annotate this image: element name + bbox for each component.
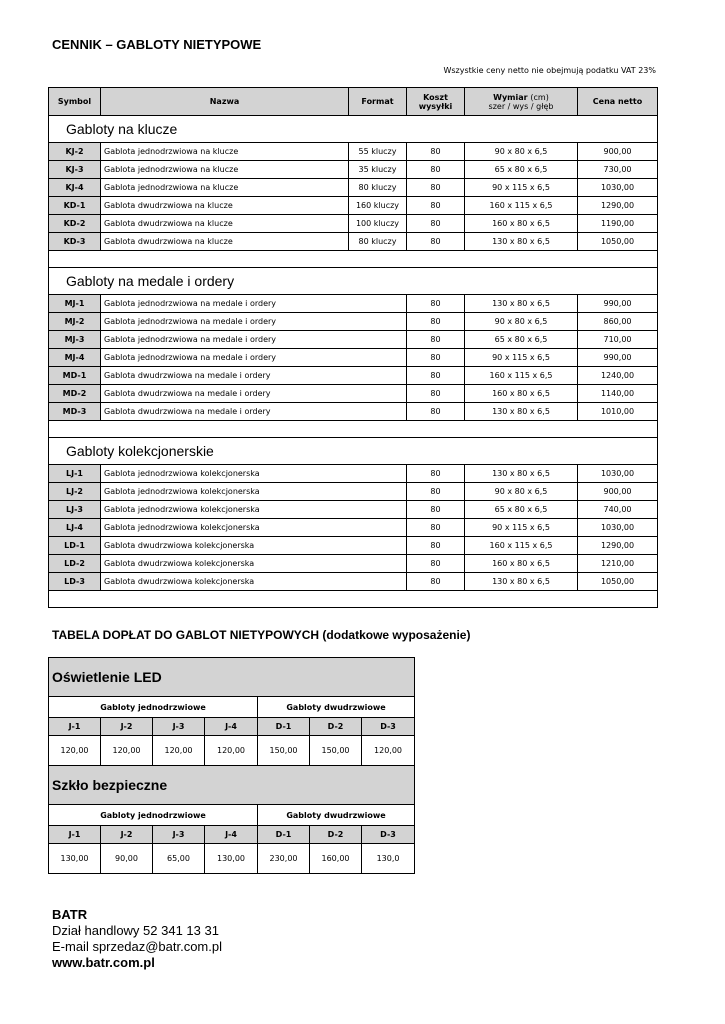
cell-price: 900,00 — [578, 483, 658, 501]
table-row — [49, 161, 658, 179]
header-nazwa: Nazwa — [101, 88, 349, 116]
cell-price: 710,00 — [578, 331, 658, 349]
cell-name: Gablota jednodrzwiowa na medale i ordery — [101, 295, 407, 313]
addon-price: 230,00 — [258, 844, 310, 874]
cell-dimensions: 160 x 80 x 6,5 — [465, 555, 578, 573]
cell-dimensions: 90 x 115 x 6,5 — [465, 519, 578, 537]
cell-name: Gablota dwudrzwiowa na medale i ordery — [101, 385, 407, 403]
addon-column-header: D-3 — [362, 718, 415, 736]
addon-group-row — [49, 697, 415, 718]
addon-column-header: J-2 — [101, 718, 153, 736]
cell-price: 1050,00 — [578, 233, 658, 251]
spacer-cell — [49, 591, 658, 608]
cell-price: 1030,00 — [578, 179, 658, 197]
cell-shipping: 80 — [407, 555, 465, 573]
addon-table-glass — [48, 765, 415, 874]
addon-column-header: D-1 — [258, 826, 310, 844]
cell-name: Gablota jednodrzwiowa na klucze — [101, 143, 349, 161]
cell-price: 1010,00 — [578, 403, 658, 421]
table-row — [49, 403, 658, 421]
addon-price: 120,00 — [101, 736, 153, 766]
footer-email: E-mail sprzedaz@batr.com.pl — [52, 939, 222, 954]
table-row — [49, 385, 658, 403]
table-row — [49, 215, 658, 233]
category-title: Gabloty na klucze — [49, 116, 658, 143]
addon-table-led — [48, 657, 415, 766]
cell-name: Gablota dwudrzwiowa na medale i ordery — [101, 403, 407, 421]
cell-price: 740,00 — [578, 501, 658, 519]
cell-format: 160 kluczy — [349, 197, 407, 215]
addon-price: 150,00 — [310, 736, 362, 766]
cell-dimensions: 90 x 115 x 6,5 — [465, 179, 578, 197]
header-cena: Cena netto — [578, 88, 658, 116]
cell-dimensions: 65 x 80 x 6,5 — [465, 501, 578, 519]
addon-value-row — [49, 736, 415, 766]
addon-title: Oświetlenie LED — [49, 658, 415, 697]
table-row — [49, 313, 658, 331]
price-table — [48, 87, 658, 608]
table-row — [49, 367, 658, 385]
addon-column-header: J-4 — [205, 718, 258, 736]
cell-name: Gablota jednodrzwiowa na medale i ordery — [101, 349, 407, 367]
addon-price: 65,00 — [153, 844, 205, 874]
addon-column-header: J-4 — [205, 826, 258, 844]
category-title: Gabloty na medale i ordery — [49, 268, 658, 295]
cell-symbol: MJ-3 — [49, 331, 101, 349]
cell-shipping: 80 — [407, 519, 465, 537]
vat-note: Wszystkie ceny netto nie obejmują podatku VAT 23% — [443, 66, 656, 75]
table-row — [49, 573, 658, 591]
cell-dimensions: 160 x 115 x 6,5 — [465, 537, 578, 555]
cell-price: 1030,00 — [578, 465, 658, 483]
category-title: Gabloty kolekcjonerskie — [49, 438, 658, 465]
cell-shipping: 80 — [407, 465, 465, 483]
cell-shipping: 80 — [407, 215, 465, 233]
addon-price: 130,00 — [205, 844, 258, 874]
cell-shipping: 80 — [407, 349, 465, 367]
cell-symbol: KD-3 — [49, 233, 101, 251]
cell-name: Gablota jednodrzwiowa kolekcjonerska — [101, 519, 407, 537]
header-format: Format — [349, 88, 407, 116]
cell-symbol: KD-2 — [49, 215, 101, 233]
cell-name: Gablota dwudrzwiowa na klucze — [101, 197, 349, 215]
addon-price: 120,00 — [49, 736, 101, 766]
cell-shipping: 80 — [407, 233, 465, 251]
cell-dimensions: 65 x 80 x 6,5 — [465, 331, 578, 349]
addon-group-row — [49, 805, 415, 826]
table-row — [49, 331, 658, 349]
footer-phone: Dział handlowy 52 341 13 31 — [52, 923, 219, 938]
cell-symbol: MD-2 — [49, 385, 101, 403]
category-row — [49, 116, 658, 143]
header-wymiar-unit: (cm) — [530, 92, 549, 102]
spacer-row — [49, 251, 658, 268]
cell-format: 80 kluczy — [349, 233, 407, 251]
cell-shipping: 80 — [407, 197, 465, 215]
cell-dimensions: 160 x 80 x 6,5 — [465, 215, 578, 233]
cell-symbol: MD-3 — [49, 403, 101, 421]
cell-symbol: LJ-4 — [49, 519, 101, 537]
header-symbol: Symbol — [49, 88, 101, 116]
cell-shipping: 80 — [407, 367, 465, 385]
cell-format: 35 kluczy — [349, 161, 407, 179]
addon-price: 120,00 — [205, 736, 258, 766]
cell-name: Gablota jednodrzwiowa na klucze — [101, 179, 349, 197]
header-koszt — [407, 88, 465, 116]
cell-dimensions: 130 x 80 x 6,5 — [465, 465, 578, 483]
cell-price: 1290,00 — [578, 197, 658, 215]
cell-price: 1210,00 — [578, 555, 658, 573]
cell-shipping: 80 — [407, 161, 465, 179]
cell-symbol: KJ-4 — [49, 179, 101, 197]
cell-format: 100 kluczy — [349, 215, 407, 233]
cell-price: 1140,00 — [578, 385, 658, 403]
cell-dimensions: 160 x 115 x 6,5 — [465, 197, 578, 215]
table-row — [49, 519, 658, 537]
cell-symbol: MJ-2 — [49, 313, 101, 331]
table-row — [49, 349, 658, 367]
cell-symbol: MD-1 — [49, 367, 101, 385]
addon-price: 130,0 — [362, 844, 415, 874]
table-row — [49, 143, 658, 161]
cell-dimensions: 160 x 80 x 6,5 — [465, 385, 578, 403]
table-row — [49, 197, 658, 215]
addon-price: 90,00 — [101, 844, 153, 874]
cell-name: Gablota dwudrzwiowa na medale i ordery — [101, 367, 407, 385]
cell-format: 55 kluczy — [349, 143, 407, 161]
addon-column-header: J-1 — [49, 826, 101, 844]
cell-name: Gablota dwudrzwiowa kolekcjonerska — [101, 537, 407, 555]
cell-price: 860,00 — [578, 313, 658, 331]
cell-dimensions: 65 x 80 x 6,5 — [465, 161, 578, 179]
cell-name: Gablota dwudrzwiowa na klucze — [101, 215, 349, 233]
addon-price: 150,00 — [258, 736, 310, 766]
addon-column-header: J-2 — [101, 826, 153, 844]
cell-dimensions: 90 x 115 x 6,5 — [465, 349, 578, 367]
category-row — [49, 268, 658, 295]
spacer-cell — [49, 251, 658, 268]
cell-name: Gablota jednodrzwiowa na medale i ordery — [101, 331, 407, 349]
table-row — [49, 295, 658, 313]
cell-dimensions: 130 x 80 x 6,5 — [465, 295, 578, 313]
addon-column-header: J-3 — [153, 718, 205, 736]
spacer-row — [49, 591, 658, 608]
footer — [52, 907, 222, 971]
spacer-row — [49, 421, 658, 438]
cell-name: Gablota jednodrzwiowa na klucze — [101, 161, 349, 179]
table-row — [49, 465, 658, 483]
cell-shipping: 80 — [407, 537, 465, 555]
cell-price: 1030,00 — [578, 519, 658, 537]
addon-title: Szkło bezpieczne — [49, 766, 415, 805]
cell-name: Gablota jednodrzwiowa kolekcjonerska — [101, 465, 407, 483]
cell-shipping: 80 — [407, 501, 465, 519]
cell-shipping: 80 — [407, 385, 465, 403]
header-wymiar-label: Wymiar — [493, 92, 528, 102]
cell-price: 1190,00 — [578, 215, 658, 233]
cell-name: Gablota dwudrzwiowa kolekcjonerska — [101, 573, 407, 591]
addon-column-header: D-2 — [310, 718, 362, 736]
table-row — [49, 537, 658, 555]
cell-symbol: LD-1 — [49, 537, 101, 555]
addon-column-header: J-1 — [49, 718, 101, 736]
cell-symbol: LJ-1 — [49, 465, 101, 483]
addon-column-header: D-2 — [310, 826, 362, 844]
cell-shipping: 80 — [407, 313, 465, 331]
addon-column-header: J-3 — [153, 826, 205, 844]
cell-symbol: KJ-2 — [49, 143, 101, 161]
cell-dimensions: 130 x 80 x 6,5 — [465, 403, 578, 421]
cell-name: Gablota dwudrzwiowa kolekcjonerska — [101, 555, 407, 573]
addon-group-single-door: Gabloty jednodrzwiowe — [49, 697, 258, 718]
table-row — [49, 233, 658, 251]
header-koszt-line1: Koszt — [423, 92, 448, 102]
cell-name: Gablota dwudrzwiowa na klucze — [101, 233, 349, 251]
cell-price: 1240,00 — [578, 367, 658, 385]
cell-symbol: LJ-3 — [49, 501, 101, 519]
cell-symbol: LD-3 — [49, 573, 101, 591]
cell-shipping: 80 — [407, 295, 465, 313]
cell-shipping: 80 — [407, 483, 465, 501]
cell-dimensions: 90 x 80 x 6,5 — [465, 483, 578, 501]
addon-group-double-door: Gabloty dwudrzwiowe — [258, 805, 415, 826]
table-row — [49, 483, 658, 501]
addon-price: 160,00 — [310, 844, 362, 874]
price-table-header — [49, 88, 658, 116]
cell-price: 990,00 — [578, 349, 658, 367]
cell-symbol: KD-1 — [49, 197, 101, 215]
cell-name: Gablota jednodrzwiowa kolekcjonerska — [101, 501, 407, 519]
addons-title: TABELA DOPŁAT DO GABLOT NIETYPOWYCH (dodatkowe wyposażenie) — [52, 628, 471, 642]
cell-shipping: 80 — [407, 403, 465, 421]
cell-name: Gablota jednodrzwiowa na medale i ordery — [101, 313, 407, 331]
header-wymiar — [465, 88, 578, 116]
addon-column-row — [49, 826, 415, 844]
price-table-body — [49, 116, 658, 608]
spacer-cell — [49, 421, 658, 438]
cell-dimensions: 90 x 80 x 6,5 — [465, 313, 578, 331]
table-row — [49, 179, 658, 197]
addon-column-row — [49, 718, 415, 736]
cell-shipping: 80 — [407, 143, 465, 161]
cell-format: 80 kluczy — [349, 179, 407, 197]
cell-name: Gablota jednodrzwiowa kolekcjonerska — [101, 483, 407, 501]
header-wymiar-sub: szer / wys / głęb — [488, 101, 554, 111]
addon-price: 120,00 — [153, 736, 205, 766]
footer-company: BATR — [52, 907, 88, 922]
cell-shipping: 80 — [407, 179, 465, 197]
cell-symbol: MJ-1 — [49, 295, 101, 313]
cell-price: 730,00 — [578, 161, 658, 179]
addon-group-single-door: Gabloty jednodrzwiowe — [49, 805, 258, 826]
cell-price: 990,00 — [578, 295, 658, 313]
cell-dimensions: 130 x 80 x 6,5 — [465, 573, 578, 591]
cell-shipping: 80 — [407, 331, 465, 349]
cell-symbol: LJ-2 — [49, 483, 101, 501]
category-row — [49, 438, 658, 465]
cell-symbol: KJ-3 — [49, 161, 101, 179]
page-title: CENNIK – GABLOTY NIETYPOWE — [52, 37, 262, 52]
addon-title-row — [49, 766, 415, 805]
table-row — [49, 555, 658, 573]
addon-value-row — [49, 844, 415, 874]
cell-shipping: 80 — [407, 573, 465, 591]
table-row — [49, 501, 658, 519]
cell-price: 1050,00 — [578, 573, 658, 591]
cell-price: 900,00 — [578, 143, 658, 161]
cell-symbol: LD-2 — [49, 555, 101, 573]
footer-website[interactable]: www.batr.com.pl — [52, 955, 155, 970]
cell-dimensions: 160 x 115 x 6,5 — [465, 367, 578, 385]
addon-group-double-door: Gabloty dwudrzwiowe — [258, 697, 415, 718]
cell-dimensions: 130 x 80 x 6,5 — [465, 233, 578, 251]
addon-price: 120,00 — [362, 736, 415, 766]
addon-price: 130,00 — [49, 844, 101, 874]
addon-title-row — [49, 658, 415, 697]
addon-column-header: D-1 — [258, 718, 310, 736]
cell-symbol: MJ-4 — [49, 349, 101, 367]
header-koszt-line2: wysyłki — [418, 101, 453, 111]
addon-column-header: D-3 — [362, 826, 415, 844]
cell-price: 1290,00 — [578, 537, 658, 555]
cell-dimensions: 90 x 80 x 6,5 — [465, 143, 578, 161]
